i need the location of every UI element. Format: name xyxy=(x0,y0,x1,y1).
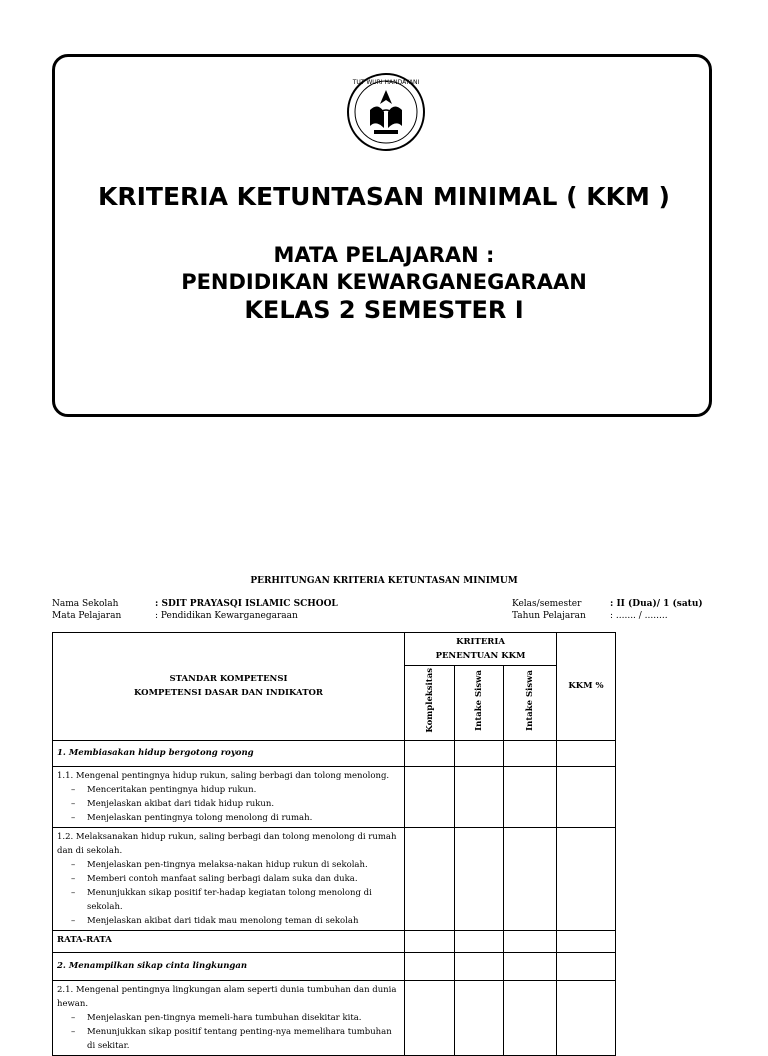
rata-rata-label: RATA-RATA xyxy=(53,930,405,952)
table-row xyxy=(53,766,616,827)
kd-1-1: 1.1. Mengenal pentingnya hidup rukun, saling berbagi dan tolong menolong. xyxy=(57,770,390,781)
tut-wuri-handayani-logo xyxy=(344,70,428,154)
year-label: Tahun Pelajaran xyxy=(512,611,586,621)
table-row xyxy=(53,952,616,980)
section-1: 1. Membiasakan hidup bergotong royong xyxy=(53,740,405,766)
table-row xyxy=(53,930,616,952)
standard-header-line2: KOMPETENSI DASAR DAN INDIKATOR xyxy=(134,688,323,699)
kkm-table xyxy=(52,632,616,1056)
svg-text:TUT WURI HANDAYANI: TUT WURI HANDAYANI xyxy=(352,79,420,86)
section-2: 2. Menampilkan sikap cinta lingkungan xyxy=(53,952,405,980)
subject-value: : Pendidikan Kewarganegaraan xyxy=(155,611,298,621)
subject-label: Mata Pelajaran xyxy=(52,611,122,621)
standard-header-line1: STANDAR KOMPETENSI xyxy=(169,674,288,685)
table-row xyxy=(53,827,616,930)
document-title: PERHITUNGAN KRITERIA KETUNTASAN MINIMUM xyxy=(250,576,518,586)
indicator-item: – Menjelaskan pen-tingnya melaksa-nakan hidup rukun di sekolah. xyxy=(57,858,400,872)
indicator-item: – Menjelaskan akibat dari tidak hidup rukun. xyxy=(57,797,400,811)
criteria-header-line1: KRITERIA xyxy=(456,637,505,647)
table-row xyxy=(53,740,616,766)
indicator-item: – Menceritakan pentingnya hidup rukun. xyxy=(57,783,400,797)
class-value: : II (Dua)/ 1 (satu) xyxy=(610,599,703,609)
intake-header-2: Intake Siswa xyxy=(525,669,535,731)
kd-2-1: 2.1. Mengenal pentingnya lingkungan alam seperti dunia tumbuhan dan dunia hewan. xyxy=(57,984,397,1009)
intake-header-1: Intake Siswa xyxy=(474,669,484,731)
cover-title: KRITERIA KETUNTASAN MINIMAL ( KKM ) xyxy=(98,182,670,211)
cover-class: KELAS 2 SEMESTER I xyxy=(244,296,524,324)
class-label: Kelas/semester xyxy=(512,599,582,609)
table-row xyxy=(53,980,616,1055)
indicator-item: – Menjelaskan pentingnya tolong menolong di rumah. xyxy=(57,811,400,825)
indicator-item: – Menunjukkan sikap positif tentang penting-nya memelihara tumbuhan di sekitar. xyxy=(57,1025,400,1053)
indicator-item: – Menunjukkan sikap positif ter-hadap kegiatan tolong menolong di sekolah. xyxy=(57,886,400,914)
kompleksitas-header: Kompleksitas xyxy=(424,668,435,733)
indicator-item: – Menjelaskan akibat dari tidak mau menolong teman di sekolah xyxy=(57,914,400,928)
school-label: Nama Sekolah xyxy=(52,599,119,609)
school-value: : SDIT PRAYASQI ISLAMIC SCHOOL xyxy=(155,599,338,609)
standard-header xyxy=(53,633,405,741)
criteria-header-line2: PENENTUAN KKM xyxy=(435,651,526,661)
year-value: : ....... / ........ xyxy=(610,611,668,621)
cover-subject: PENDIDIKAN KEWARGANEGARAAN xyxy=(181,270,587,294)
kd-1-2: 1.2. Melaksanakan hidup rukun, saling berbagi dan tolong menolong di rumah dan di sekolah. xyxy=(57,831,397,856)
indicator-item: – Memberi contoh manfaat saling berbagi dalam suka dan duka. xyxy=(57,872,400,886)
criteria-header xyxy=(405,633,557,666)
indicator-item: – Menjelaskan pen-tingnya memeli-hara tumbuhan disekitar kita. xyxy=(57,1011,400,1025)
kkm-header: KKM % xyxy=(557,633,616,741)
cover-subject-label: MATA PELAJARAN : xyxy=(273,243,495,267)
